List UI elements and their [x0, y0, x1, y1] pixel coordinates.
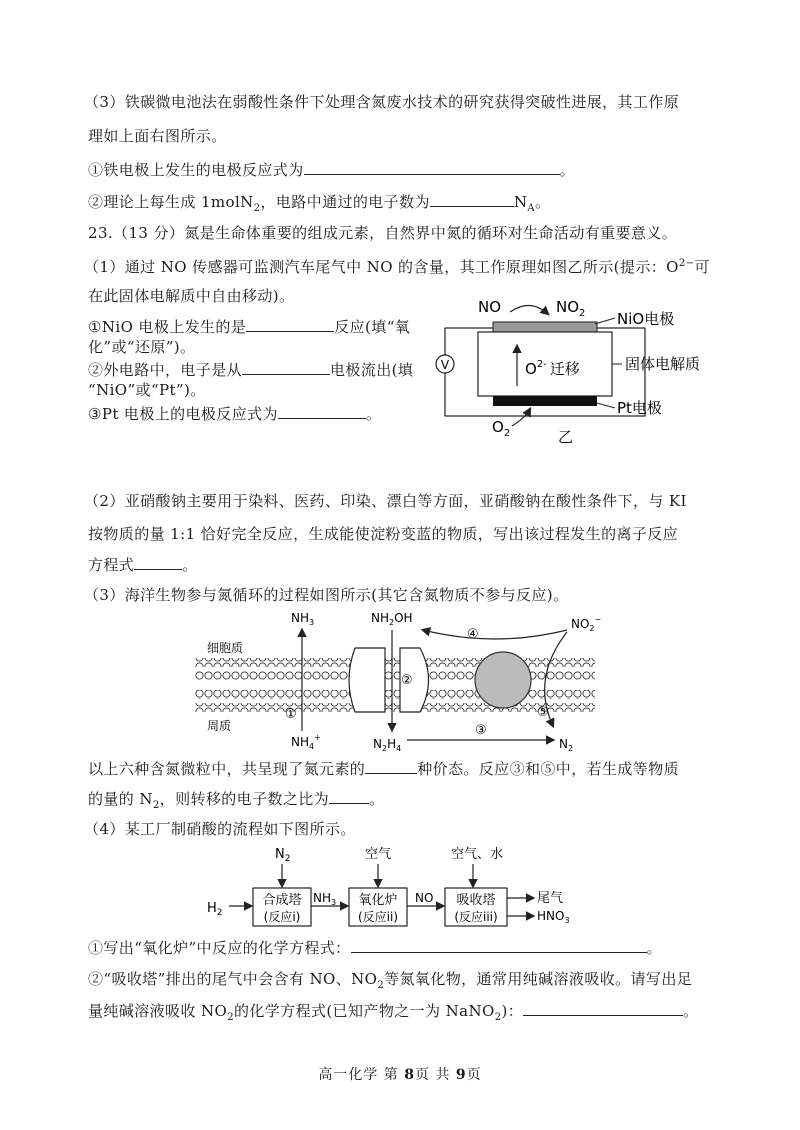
q23-p1-item3: ③Pt 电极上的电极反应式为 。 — [88, 405, 382, 423]
q23-p1-item2: ②外电路中，电子是从 电极流出(填 — [88, 361, 414, 379]
no-flow-label: NO — [415, 891, 434, 905]
membrane-row — [195, 690, 595, 699]
reaction-1-label: ① — [285, 707, 297, 722]
no-label: NO — [478, 298, 502, 316]
pt-label: Pt电极 — [617, 399, 662, 417]
reaction-ii-label: (反应ii) — [357, 910, 399, 924]
voltmeter-label: V — [440, 358, 450, 372]
absorption-tower-label: 吸收塔 — [456, 893, 496, 908]
q23-p1-line2: 在此固体电解质中自由移动)。 — [88, 287, 295, 305]
q23-p3-question2: 的量的 $N_2$，则转移的电子数之比为 。 — [88, 790, 385, 811]
q23-p2-line3: 方程式 。 — [88, 556, 198, 574]
reaction-2-label: ② — [401, 673, 413, 688]
nh3-label: $NH_3$ — [291, 611, 315, 627]
nio-electrode — [493, 322, 597, 332]
answer-blank[interactable] — [304, 160, 560, 175]
q23-p2-line1: （2）亚硝酸钠主要用于染料、医药、印染、漂白等方面，亚硝酸钠在酸性条件下，与 KI — [84, 492, 687, 510]
membrane-row — [195, 658, 595, 667]
q23-p4-item2-line1: ②“吸收塔”排出的尾气中会含有 NO、$NO_2$等氮氧化物，通常用纯碱溶液吸收。请写出足 — [88, 970, 693, 991]
q23-p1-item1: ①NiO 电极上发生的是 反应(填“氧 — [88, 318, 411, 336]
o2-migration-label: $O^{2-}$ 迁移 — [525, 359, 580, 378]
q23-p3-question1: 以上六种含氮微粒中，共呈现了氮元素的 种价态。反应③和⑤中，若生成等物质 — [88, 760, 680, 778]
o2-label: $O_2$ — [492, 418, 511, 439]
q22-item2: ②理论上每生成 1molN$_2$，电路中通过的电子数为 $N_A$。 — [88, 193, 551, 214]
reaction-4-label: ④ — [467, 627, 479, 642]
q22-p3-line2: 理如上面右图所示。 — [88, 127, 227, 145]
nh2oh-label: $NH_2OH$ — [371, 611, 413, 627]
reaction-i-label: (反应i) — [263, 910, 301, 924]
electrolyte-label: 固体电解质 — [625, 355, 701, 373]
n2-label: $N_2$ — [559, 737, 574, 753]
answer-blank[interactable] — [278, 404, 366, 419]
leader-line — [597, 403, 615, 408]
membrane-row — [195, 671, 595, 680]
membrane-row — [195, 703, 595, 712]
nio-label: NiO电极 — [617, 310, 675, 328]
answer-blank[interactable] — [523, 1001, 683, 1016]
cytoplasm-label: 细胞质 — [207, 641, 244, 655]
answer-blank[interactable] — [134, 555, 182, 570]
tail-gas-label: 尾气 — [537, 891, 564, 906]
figure-no-sensor — [430, 292, 730, 454]
n2h4-label: $N_2H_4$ — [373, 737, 402, 753]
q23-p4-item2-line2: 量纯碱溶液吸收 $NO_2$的化学方程式(已知产物之一为 NaNO$_2$)： 。 — [88, 1002, 699, 1023]
grey-protein — [475, 652, 531, 708]
answer-blank[interactable] — [246, 317, 334, 332]
figure-caption: 乙 — [558, 428, 574, 446]
reaction-5-label: ⑤ — [537, 705, 549, 720]
q23-p3-line1: （3）海洋生物参与氮循环的过程如图所示(其它含氮物质不参与反应)。 — [84, 586, 569, 604]
air-label: 空气 — [365, 847, 392, 862]
page-footer: 高一化学 第 8页 共 9页 — [318, 1067, 482, 1083]
q23-intro: 23.（13 分）氮是生命体重要的组成元素，自然界中氮的循环对生命活动有重要意义。 — [88, 224, 678, 242]
figure-nitrogen-cycle — [195, 608, 602, 753]
nh3-flow-label: $NH_3$ — [313, 891, 337, 907]
leader-line — [595, 318, 615, 324]
oxidation-furnace-label: 氧化炉 — [358, 893, 398, 908]
pt-electrode — [493, 396, 597, 406]
answer-blank[interactable] — [242, 360, 330, 375]
no2-label: $NO_2$ — [556, 298, 586, 319]
synthesis-tower-label: 合成塔 — [262, 893, 302, 908]
figure-nitric-acid-flow — [205, 842, 605, 932]
o2-arrow — [512, 409, 530, 426]
h2-label: $H_2$ — [207, 901, 223, 918]
n2-input-label: $N_2$ — [275, 847, 291, 864]
q23-p1-line1: （1）通过 NO 传感器可监测汽车尾气中 NO 的含量，其工作原理如图乙所示(提示：$O^{2-}$可 — [84, 258, 710, 276]
hno3-label: $HNO_3$ — [537, 909, 570, 925]
reaction-4-arrow — [423, 630, 567, 639]
answer-blank[interactable] — [430, 192, 514, 207]
no2-minus-label: $NO_2^-$ — [571, 615, 602, 633]
q23-p2-line2: 按物质的量 1:1 恰好完全反应，生成能使淀粉变蓝的物质，写出该过程发生的离子反应 — [88, 525, 679, 543]
reaction-iii-label: (反应iii) — [454, 910, 498, 924]
air-water-label: 空气、水 — [451, 847, 504, 862]
membrane-protein — [349, 648, 385, 712]
q23-p1-item1-cont: 化”或“还原”)。 — [88, 338, 196, 356]
q22-item1: ①铁电极上发生的电极反应式为 。 — [88, 161, 576, 179]
reaction-3-label: ③ — [475, 723, 487, 738]
answer-blank[interactable] — [351, 938, 647, 953]
q23-p4-item1: ①写出“氧化炉”中反应的化学方程式： 。 — [88, 939, 662, 957]
answer-blank[interactable] — [365, 759, 417, 774]
q23-p1-item2-cont: “NiO”或“Pt”)。 — [88, 381, 206, 399]
no-to-no2-arrow — [510, 305, 548, 314]
periplasm-label: 周质 — [207, 719, 232, 733]
q23-p4-line1: （4）某工厂制硝酸的流程如下图所示。 — [84, 820, 356, 838]
nh4-label: $NH_4^+$ — [291, 733, 321, 751]
answer-blank[interactable] — [329, 789, 369, 804]
q22-p3-line1: （3）铁碳微电池法在弱酸性条件下处理含氮废水技术的研究获得突破性进展，其工作原 — [84, 93, 680, 111]
